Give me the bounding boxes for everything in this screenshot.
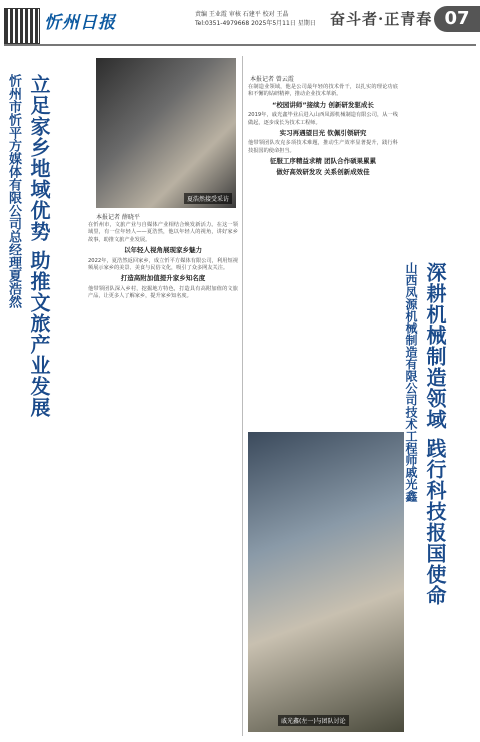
article1-org: 忻州市忻平方媒体有限公司总经理夏浩然	[6, 74, 21, 308]
column-divider	[242, 56, 243, 736]
article1-section1: 以年轻人视角展现家乡魅力	[124, 246, 202, 255]
article2-para3: 他带领团队攻克多项技术难题，推动生产效率显著提升，践行科技报国的使命担当。	[248, 140, 398, 154]
edition-meta	[195, 10, 316, 28]
article2-section2: 实习再遇望目光 钦佩引领研究	[279, 129, 367, 138]
article2-section3: 征服工序精益求精 团队合作硕果累累	[269, 157, 377, 166]
article2-photo	[248, 432, 404, 732]
article2-para1: 在制造业领域，他是公司最年轻的技术骨干，以扎实的理论功底和不懈的钻研精神，推动企业技术革新。	[248, 84, 398, 98]
article1-body	[88, 222, 238, 304]
article2-photo-caption: 戚光鑫(左一)与团队讨论	[278, 715, 349, 726]
article2-section1: “校园讲师”接续力 创新研发驱成长	[272, 100, 374, 109]
newspaper-logo: 忻州日报	[44, 13, 116, 33]
qr-code	[4, 8, 40, 44]
page-slogan: 奋斗者·正青春	[330, 10, 433, 28]
article1-para3: 他带领团队深入乡村，挖掘地方特色，打造具有高附加值的文旅产品，让更多人了解家乡，提升家乡知名度。	[88, 285, 238, 300]
article1-section2: 打造高附加值提升家乡知名度	[120, 274, 206, 283]
article2-headline: 深耕机械制造领域 践行科技报国使命	[423, 262, 447, 606]
article1-para1: 在忻州市，文旅产业与自媒体产业相结合焕发新活力。在这一领域里，有一位年轻人——夏浩然，他以年轻人的视角，讲好家乡故事，助推文旅产业发展。	[88, 222, 238, 243]
article2-para2: 2019年，戚光鑫毕业后进入山西凤源机械制造有限公司，从一线做起，逐步成长为技术工程师。	[248, 112, 398, 126]
article2-byline: 本报记者 曾云霞	[250, 76, 294, 83]
page-header	[330, 6, 480, 34]
page-number: 07	[434, 6, 480, 32]
article1-headline: 立足家乡地域优势 助推文旅产业发展	[27, 74, 51, 418]
article1-photo-caption: 夏浩然接受采访	[184, 193, 232, 204]
meta-date: Tel:0351-4979668 2025年5月11日 星期日	[195, 20, 316, 27]
masthead	[0, 0, 480, 48]
article1-byline: 本报记者 薛晓平	[96, 214, 140, 221]
article1-photo	[96, 58, 236, 208]
article2-body	[248, 84, 398, 176]
article2-section4: 做好高效研发攻 关系创新成效佳	[276, 167, 370, 176]
article1-para2: 2022年，夏浩然返回家乡，成立忻平方媒体有限公司，利用短视频展示家乡的美景、美食与民俗文化，吸引了众多网友关注。	[88, 257, 238, 272]
header-rule	[4, 44, 476, 46]
article2-org: 山西凤源机械制造有限公司技术工程师戚光鑫	[404, 262, 418, 502]
meta-editors: 责编 王业霞 审核 石建平 校对 王晶	[195, 11, 289, 18]
